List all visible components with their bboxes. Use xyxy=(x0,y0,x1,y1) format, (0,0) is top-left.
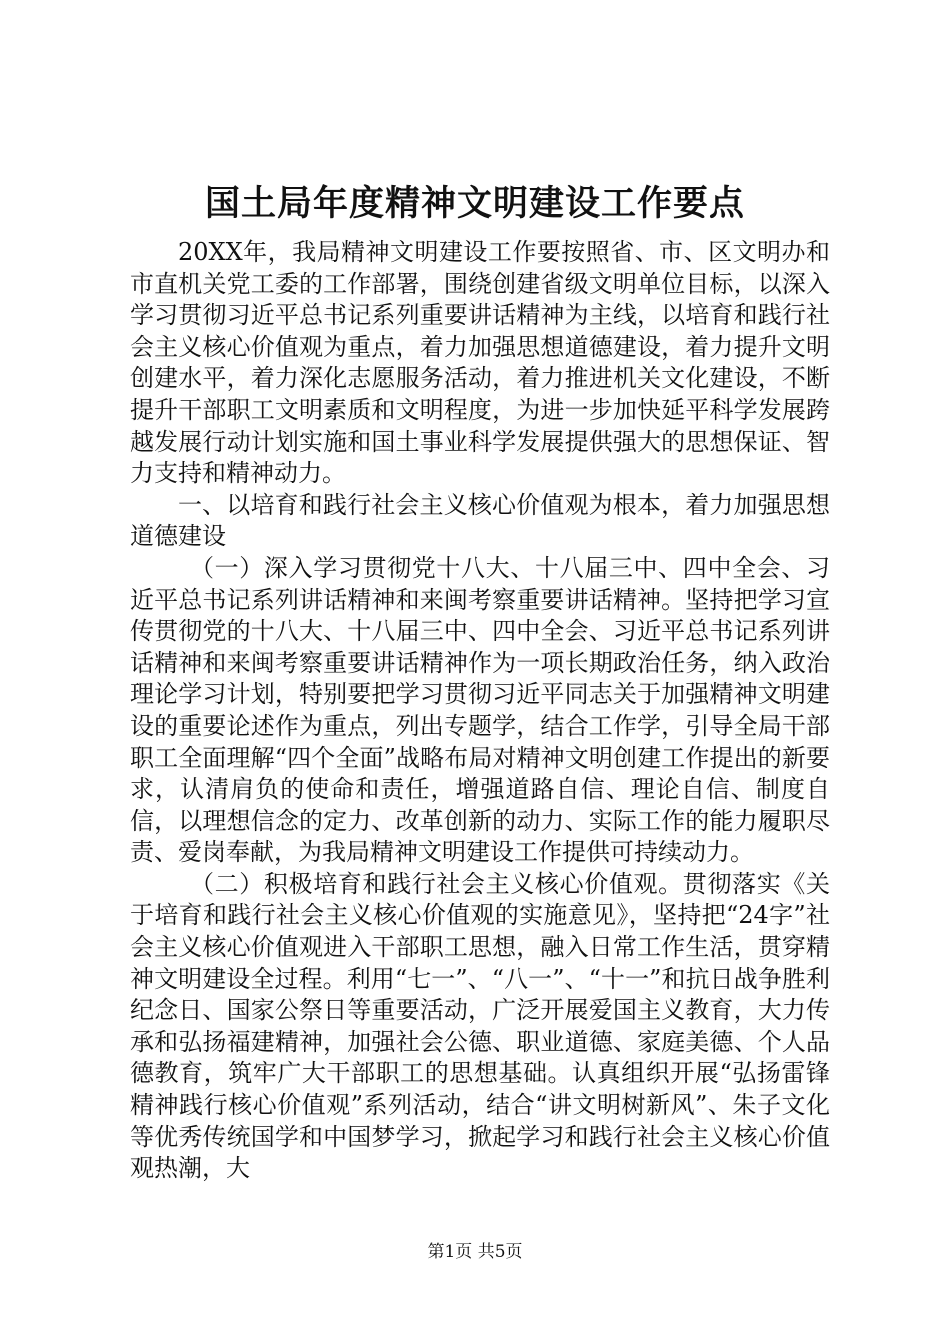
intro-paragraph: 20XX年，我局精神文明建设工作要按照省、市、区文明办和市直机关党工委的工作部署，围绕创建省级文明单位目标，以深入学习贯彻习近平总书记系列重要讲话精神为主线，以培育和践行社会主义核心价值观为重点，着力加强思想道德建设，着力提升文明创建水平，着力深化志愿服务活动，着力推进机关文化建设，不断提升干部职工文明素质和文明程度，为进一步加快延平科学发展跨越发展行动计划实施和国土事业科学发展提供强大的思想保证、智力支持和精神动力。 xyxy=(130,238,830,488)
document-title: 国土局年度精神文明建设工作要点 xyxy=(204,184,745,224)
page-number-footer: 第1页 共5页 xyxy=(427,1242,523,1262)
document-body xyxy=(130,237,830,1185)
subsection-paragraph-1: （一）深入学习贯彻党十八大、十八届三中、四中全会、习近平总书记系列讲话精神和来闽考察重要讲话精神。坚持把学习宣传贯彻党的十八大、十八届三中、四中全会、习近平总书记系列讲话精神和来闽考察重要讲话精神作为一项长期政治任务，纳入政治理论学习计划，特别要把学习贯彻习近平同志关于加强精神文明建设的重要论述作为重点，列出专题学，结合工作学，引导全局干部职工全面理解“四个全面”战略布局对精神文明创建工作提出的新要求，认清肩负的使命和责任，增强道路自信、理论自信、制度自信，以理想信念的定力、改革创新的动力、实际工作的能力履职尽责、爱岗奉献，为我局精神文明建设工作提供可持续动力。 xyxy=(130,553,830,867)
subsection-paragraph-2: （二）积极培育和践行社会主义核心价值观。贯彻落实《关于培育和践行社会主义核心价值观的实施意见》，坚持把“24字”社会主义核心价值观进入干部职工思想，融入日常工作生活，贯穿精神文明建设全过程。利用“七一”、“八一”、“十一”和抗日战争胜利纪念日、国家公祭日等重要活动，广泛开展爱国主义教育，大力传承和弘扬福建精神，加强社会公德、职业道德、家庭美德、个人品德教育，筑牢广大干部职工的思想基础。认真组织开展“弘扬雷锋精神践行核心价值观”系列活动，结合“讲文明树新风”、朱子文化等优秀传统国学和中国梦学习，掀起学习和践行社会主义核心价值观热潮，大 xyxy=(130,869,830,1183)
section-heading-1: 一、以培育和践行社会主义核心价值观为根本，着力加强思想道德建设 xyxy=(130,490,830,551)
